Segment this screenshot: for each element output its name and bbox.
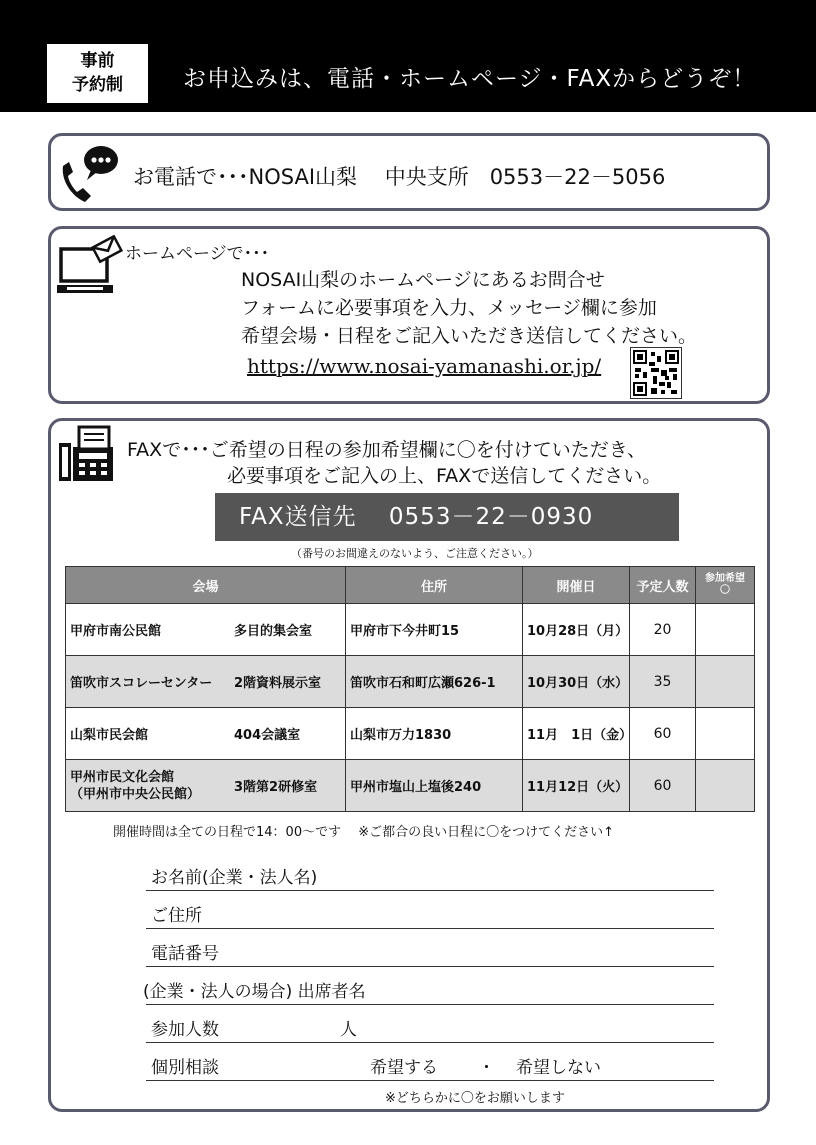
venue-cell [66, 760, 346, 812]
consult-note: ※どちらかに〇をお願いします [385, 1091, 565, 1106]
table-row [66, 656, 755, 708]
date-cell: 11月 1日（金） [523, 708, 630, 760]
header-date: 開催日 [523, 567, 630, 604]
homepage-line3: 希望会場・日程をご記入いただき送信してください。 [241, 325, 698, 347]
consult-yes-option[interactable]: 希望する [370, 1058, 438, 1078]
venue-name [70, 769, 234, 803]
header-venue: 会場 [66, 567, 346, 604]
count-field[interactable] [146, 1011, 714, 1043]
fax-section [48, 418, 770, 1112]
venue-room: 2階資料展示室 [234, 676, 322, 691]
phone-contact: お電話で･･･NOSAI山梨 中央支所 0553－22－5056 [133, 165, 666, 189]
venue-table [65, 566, 755, 812]
participation-checkbox-cell[interactable] [696, 604, 755, 656]
consult-no-option[interactable]: 希望しない [516, 1058, 601, 1078]
table-header-row [66, 567, 755, 604]
attendee-label: (企業・法人の場合) 出席者名 [143, 982, 366, 1002]
header-participation: 参加希望 〇 [696, 567, 755, 604]
homepage-line2: フォームに必要事項を入力、メッセージ欄に参加 [241, 297, 657, 319]
capacity-cell: 60 [630, 708, 696, 760]
fax-note: （番号のお間違えのないよう、ご注意ください。） [291, 547, 539, 560]
consultation-field [146, 1049, 714, 1081]
table-row [66, 760, 755, 812]
venue-name-main: 甲州市民文化会館 [70, 769, 175, 785]
venue-name: 笛吹市スコレーセンター [70, 676, 213, 691]
qr-code-icon[interactable] [630, 347, 682, 399]
laptop-mail-icon [55, 235, 125, 299]
venue-name-sub: （甲州市中央公民館） [70, 786, 201, 802]
venue-cell [66, 708, 346, 760]
phone-icon [55, 140, 123, 206]
phone-section [48, 133, 770, 211]
header-address: 住所 [346, 567, 523, 604]
address-cell: 甲府市下今井町15 [346, 604, 523, 656]
homepage-url-link[interactable]: https://www.nosai-yamanashi.or.jp/ [247, 354, 602, 378]
count-label: 参加人数 [151, 1020, 219, 1040]
address-label: ご住所 [151, 906, 202, 926]
fax-number-banner: FAX送信先 0553－22－0930 [215, 493, 679, 541]
participation-checkbox-cell[interactable] [696, 656, 755, 708]
consult-separator: ・ [478, 1058, 495, 1078]
badge-line1: 事前 [80, 51, 115, 71]
address-cell: 山梨市万力1830 [346, 708, 523, 760]
capacity-cell: 35 [630, 656, 696, 708]
tel-label: 電話番号 [151, 944, 219, 964]
fax-instruction-line1: FAXで･･･ご希望の日程の参加希望欄に〇を付けていただき、 [127, 439, 646, 461]
count-unit: 人 [340, 1020, 357, 1040]
venue-room: 3階第2研修室 [234, 780, 318, 795]
reservation-badge [47, 44, 148, 103]
badge-line2: 予約制 [72, 75, 123, 95]
date-cell: 11月12日（火） [523, 760, 630, 812]
capacity-cell: 60 [630, 760, 696, 812]
fax-machine-icon [57, 425, 115, 483]
attendee-field[interactable] [143, 973, 714, 1005]
venue-cell [66, 604, 346, 656]
venue-name: 甲府市南公民館 [70, 624, 162, 639]
venue-cell [66, 656, 346, 708]
header-capacity: 予定人数 [630, 567, 696, 604]
capacity-cell: 20 [630, 604, 696, 656]
homepage-title: ホームページで･･･ [125, 244, 270, 264]
address-cell: 笛吹市石和町広瀬626-1 [346, 656, 523, 708]
consult-label: 個別相談 [151, 1058, 219, 1078]
address-cell: 甲州市塩山上塩後240 [346, 760, 523, 812]
venue-room: 多目的集会室 [234, 624, 313, 639]
homepage-line1: NOSAI山梨のホームページにあるお問合せ [241, 269, 605, 291]
date-cell: 10月28日（月） [523, 604, 630, 656]
tel-field[interactable] [146, 935, 714, 967]
table-row [66, 604, 755, 656]
date-cell: 10月30日（水） [523, 656, 630, 708]
name-field[interactable] [146, 859, 714, 891]
name-label: お名前(企業・法人名) [151, 868, 318, 888]
table-row [66, 708, 755, 760]
header-bar [0, 0, 816, 112]
homepage-section [48, 226, 770, 404]
time-note: 開催時間は全ての日程で14：00～です ※ご都合の良い日程に〇をつけてください↑ [113, 825, 615, 840]
participation-checkbox-cell[interactable] [696, 708, 755, 760]
venue-room: 404会議室 [234, 728, 301, 743]
fax-instruction-line2: 必要事項をご記入の上、FAXで送信してください。 [227, 465, 662, 487]
page-title: お申込みは、電話・ホームページ・FAXからどうぞ！ [183, 66, 757, 92]
participation-checkbox-cell[interactable] [696, 760, 755, 812]
venue-name: 山梨市民会館 [70, 728, 149, 743]
address-field[interactable] [146, 897, 714, 929]
